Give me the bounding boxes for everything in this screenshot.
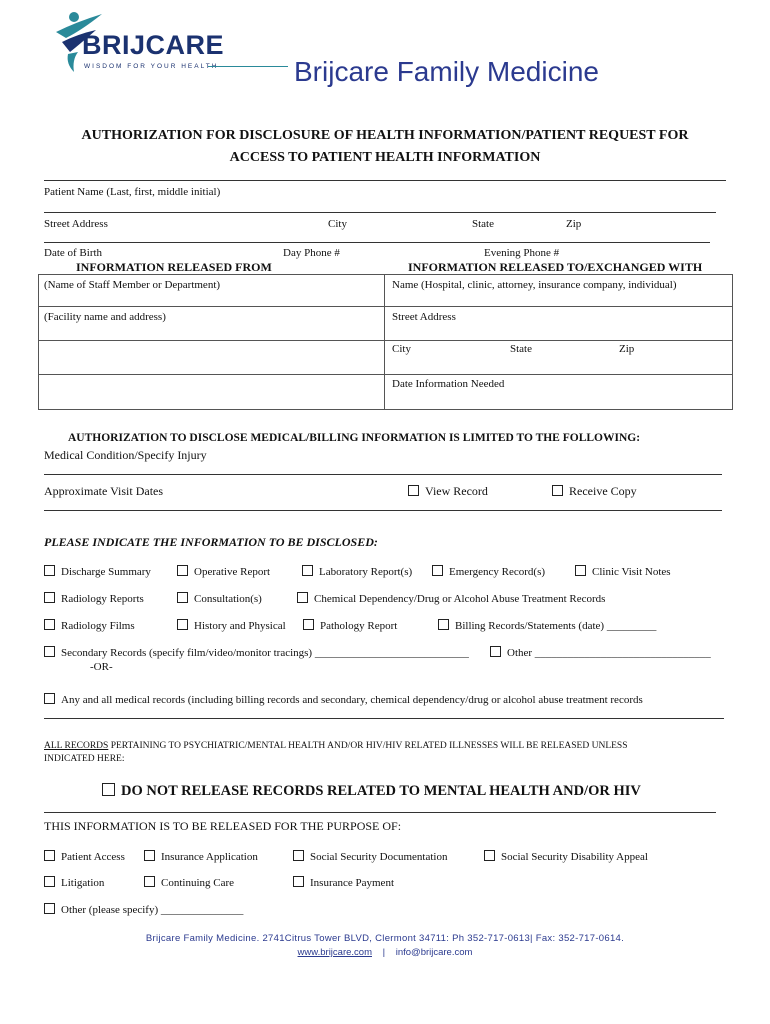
other-records-option[interactable]: Other ________________________________ (490, 646, 711, 659)
recipient-street-label[interactable]: Street Address (392, 311, 456, 323)
recipient-state-label[interactable]: State (510, 343, 532, 355)
date-needed-label[interactable]: Date Information Needed (392, 378, 505, 390)
social-security-appeal-option[interactable]: Social Security Disability Appeal (484, 850, 648, 863)
released-from-box (38, 274, 385, 410)
notice-line1 (44, 741, 628, 751)
checkbox[interactable] (302, 565, 313, 576)
footer-separator: | (382, 947, 386, 958)
logo (52, 8, 225, 78)
patient-name-field[interactable] (44, 212, 716, 213)
rule (44, 718, 724, 719)
authorization-heading: AUTHORIZATION TO DISCLOSE MEDICAL/BILLING INFORMATION IS LIMITED TO THE FOLLOWING: (68, 432, 641, 444)
pathology-report-option[interactable]: Pathology Report (303, 619, 397, 632)
recipient-name-label[interactable]: Name (Hospital, clinic, attorney, insurance company, individual) (392, 279, 677, 291)
patient-access-option[interactable]: Patient Access (44, 850, 125, 863)
notice-text: PERTAINING TO PSYCHIATRIC/MENTAL HEALTH AND/OR HIV/HIV RELATED ILLNESSES WILL BE RELEASED UNLESS (108, 741, 628, 751)
checkbox[interactable] (177, 565, 188, 576)
or-separator: -OR- (90, 661, 113, 673)
evening-phone-label: Evening Phone # (484, 247, 560, 259)
recipient-city-label[interactable]: City (392, 343, 411, 355)
checkbox[interactable] (293, 850, 304, 861)
disclose-heading: PLEASE INDICATE THE INFORMATION TO BE DISCLOSED: (44, 535, 378, 549)
checkbox[interactable] (484, 850, 495, 861)
checkbox[interactable] (303, 619, 314, 630)
operative-report-option[interactable]: Operative Report (177, 565, 270, 578)
receive-copy-checkbox[interactable] (552, 485, 563, 496)
checkbox[interactable] (44, 646, 55, 657)
checkbox[interactable] (44, 693, 55, 704)
facility-label[interactable]: (Facility name and address) (44, 311, 166, 323)
insurance-payment-option[interactable]: Insurance Payment (293, 876, 394, 889)
radiology-films-option[interactable]: Radiology Films (44, 619, 135, 632)
logo-tagline: WISDOM FOR YOUR HEALTH (84, 63, 219, 70)
checkbox[interactable] (144, 876, 155, 887)
staff-label[interactable]: (Name of Staff Member or Department) (44, 279, 221, 291)
checkbox[interactable] (44, 850, 55, 861)
checkbox[interactable] (144, 850, 155, 861)
checkbox[interactable] (177, 619, 188, 630)
clinic-title: Brijcare Family Medicine (294, 56, 599, 87)
checkbox[interactable] (297, 592, 308, 603)
rule (44, 180, 726, 181)
dob-label: Date of Birth (44, 247, 103, 259)
secondary-records-option[interactable]: Secondary Records (specify film/video/monitor tracings) ____________________________ (44, 646, 469, 659)
checkbox[interactable] (293, 876, 304, 887)
emergency-record-option[interactable]: Emergency Record(s) (432, 565, 545, 578)
chemical-dependency-option[interactable]: Chemical Dependency/Drug or Alcohol Abuse Treatment Records (297, 592, 605, 605)
visit-dates-label: Approximate Visit Dates (44, 484, 164, 498)
rule (44, 812, 716, 813)
checkbox[interactable] (177, 592, 188, 603)
checkbox[interactable] (44, 619, 55, 630)
address-field[interactable] (44, 242, 710, 243)
notice-line2: INDICATED HERE: (44, 754, 125, 764)
checkbox[interactable] (44, 903, 55, 914)
form-title-line2: ACCESS TO PATIENT HEALTH INFORMATION (229, 150, 541, 165)
all-records-text: ALL RECORDS (44, 741, 109, 751)
discharge-summary-option[interactable]: Discharge Summary (44, 565, 151, 578)
receive-copy-option[interactable]: Receive Copy (552, 484, 637, 499)
zip-label: Zip (566, 218, 582, 230)
checkbox[interactable] (432, 565, 443, 576)
checkbox[interactable] (44, 592, 55, 603)
checkbox[interactable] (44, 565, 55, 576)
email-text[interactable]: info@brijcare.com (395, 947, 473, 958)
released-to-heading: INFORMATION RELEASED TO/EXCHANGED WITH (408, 260, 703, 274)
checkbox[interactable] (438, 619, 449, 630)
city-label: City (328, 218, 347, 230)
continuing-care-option[interactable]: Continuing Care (144, 876, 234, 889)
do-not-release-checkbox[interactable] (102, 783, 115, 796)
medical-condition-field[interactable] (44, 474, 722, 475)
website-link[interactable]: www.brijcare.com (297, 947, 372, 958)
litigation-option[interactable]: Litigation (44, 876, 104, 889)
view-record-option[interactable]: View Record (408, 484, 488, 499)
social-security-documentation-option[interactable]: Social Security Documentation (293, 850, 447, 863)
checkbox[interactable] (575, 565, 586, 576)
radiology-reports-option[interactable]: Radiology Reports (44, 592, 144, 605)
purpose-heading: THIS INFORMATION IS TO BE RELEASED FOR THE PURPOSE OF: (44, 819, 402, 833)
street-address-label: Street Address (44, 218, 108, 230)
laboratory-report-option[interactable]: Laboratory Report(s) (302, 565, 412, 578)
view-record-checkbox[interactable] (408, 485, 419, 496)
logo-underline (208, 66, 288, 67)
footer-contact (0, 947, 770, 958)
medical-condition-label: Medical Condition/Specify Injury (44, 448, 207, 462)
day-phone-label: Day Phone # (283, 247, 340, 259)
footer-address: Brijcare Family Medicine. 2741Citrus Tower BLVD, Clermont 34711: Ph 352-717-0613| Fax: 352-717-0614. (145, 933, 625, 944)
history-physical-option[interactable]: History and Physical (177, 619, 286, 632)
checkbox[interactable] (490, 646, 501, 657)
form-title-line1: AUTHORIZATION FOR DISCLOSURE OF HEALTH INFORMATION/PATIENT REQUEST FOR (81, 128, 689, 143)
recipient-zip-label[interactable]: Zip (619, 343, 635, 355)
clinic-visit-notes-option[interactable]: Clinic Visit Notes (575, 565, 671, 578)
billing-records-option[interactable]: Billing Records/Statements (date) _________ (438, 619, 656, 632)
state-label: State (472, 218, 494, 230)
checkbox[interactable] (44, 876, 55, 887)
other-purpose-option[interactable]: Other (please specify) _______________ (44, 903, 243, 916)
patient-name-label: Patient Name (Last, first, middle initial) (44, 186, 221, 198)
released-from-heading: INFORMATION RELEASED FROM (76, 260, 272, 274)
any-all-records-option[interactable]: Any and all medical records (including billing records and secondary, chemical dependency/drug or alcohol abuse treatment records (44, 693, 643, 706)
logo-name: BRIJCARE (82, 30, 225, 60)
do-not-release-option[interactable]: DO NOT RELEASE RECORDS RELATED TO MENTAL HEALTH AND/OR HIV (102, 783, 641, 800)
visit-dates-field[interactable] (44, 510, 722, 511)
consultation-option[interactable]: Consultation(s) (177, 592, 262, 605)
insurance-application-option[interactable]: Insurance Application (144, 850, 258, 863)
